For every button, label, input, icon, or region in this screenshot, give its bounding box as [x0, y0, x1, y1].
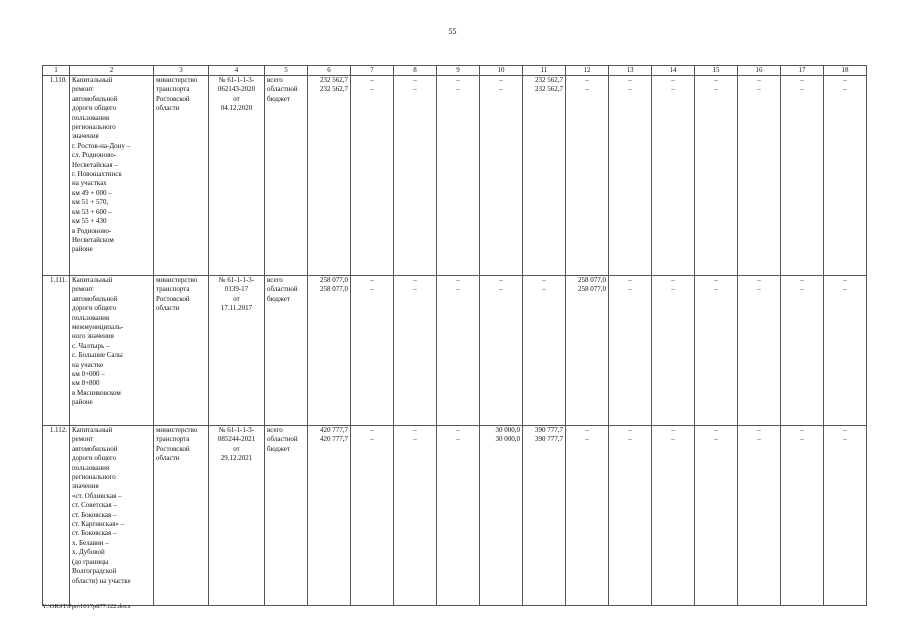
value-cell [480, 76, 523, 276]
value-cell [695, 276, 738, 426]
value-cell [351, 76, 394, 276]
file-path-footer: Y:\ORST\Ppo\1017p877.f22.docx [42, 603, 131, 610]
value: – [671, 85, 675, 94]
value-cell [824, 426, 867, 606]
value-cell [308, 426, 351, 606]
value: – [800, 435, 804, 444]
value: – [499, 276, 503, 284]
value-cell [394, 426, 437, 606]
value: – [757, 426, 761, 434]
object-name: Капитальный ремонт автомобильной дороги общего пользования межмуниципаль- ного значения с. Чалтырь – с. Большие Салы на участке км 0+000 – км 8+800 в Мясниковском районе [70, 276, 154, 426]
value: – [843, 85, 847, 94]
document-ref: № 61-1-1-3- 085244-2021 от 29.12.2021 [209, 426, 265, 606]
value: – [370, 76, 374, 84]
value: – [757, 85, 761, 94]
value: – [413, 426, 417, 434]
value: 258 077,0 [320, 276, 348, 284]
value: – [628, 76, 632, 84]
value-cell [738, 76, 781, 276]
value: – [843, 435, 847, 444]
column-header: 10 [480, 66, 523, 76]
row-number: 1.111. [43, 276, 70, 426]
value-cell [695, 76, 738, 276]
column-header: 7 [351, 66, 394, 76]
value: – [413, 435, 417, 444]
funding-source-label: всего [267, 76, 283, 84]
value: – [585, 435, 589, 444]
table-row [43, 426, 867, 606]
value: 390 777,7 [535, 435, 563, 444]
value-cell [609, 426, 652, 606]
funding-source [265, 276, 308, 426]
value-cell [351, 276, 394, 426]
table-row [43, 276, 867, 426]
value-cell [738, 426, 781, 606]
value: – [628, 285, 632, 294]
value: – [800, 85, 804, 94]
value: – [714, 276, 718, 284]
value: – [542, 285, 546, 294]
value-cell [308, 276, 351, 426]
value-cell [480, 426, 523, 606]
value-cell [523, 76, 566, 276]
value: – [542, 276, 546, 284]
value-cell [394, 76, 437, 276]
row-number: 1.112. [43, 426, 70, 606]
value: – [843, 426, 847, 434]
column-header: 14 [652, 66, 695, 76]
value: – [413, 76, 417, 84]
value: – [800, 285, 804, 294]
value: – [499, 85, 503, 94]
value: – [456, 276, 460, 284]
value-cell [781, 76, 824, 276]
funding-source-label: областной бюджет [267, 285, 298, 303]
column-header: 17 [781, 66, 824, 76]
value: – [370, 435, 374, 444]
column-header: 9 [437, 66, 480, 76]
column-header: 4 [209, 66, 265, 76]
document-ref: № 61-1-1-3- 062143-2020 от 04.12.2020 [209, 76, 265, 276]
value: – [757, 276, 761, 284]
value: – [714, 76, 718, 84]
value-cell [652, 276, 695, 426]
value-cell [437, 426, 480, 606]
funding-source [265, 426, 308, 606]
value: – [499, 76, 503, 84]
value: 258 077,0 [320, 285, 348, 294]
page-number: 55 [448, 27, 457, 36]
value: – [456, 426, 460, 434]
column-header: 5 [265, 66, 308, 76]
value: – [714, 426, 718, 434]
table-row [43, 76, 867, 276]
value: – [585, 76, 589, 84]
value: – [843, 276, 847, 284]
value: – [671, 76, 675, 84]
value: – [757, 435, 761, 444]
column-header: 3 [154, 66, 209, 76]
value: – [714, 435, 718, 444]
value-cell [437, 276, 480, 426]
value-cell [781, 276, 824, 426]
column-header: 11 [523, 66, 566, 76]
value: – [843, 76, 847, 84]
value: – [413, 85, 417, 94]
value: – [413, 285, 417, 294]
value: – [800, 276, 804, 284]
funding-source-label: всего [267, 276, 283, 284]
funding-source-label: областной бюджет [267, 435, 298, 453]
value-cell [523, 426, 566, 606]
value-cell [480, 276, 523, 426]
value: 232 562,7 [320, 76, 348, 84]
value: – [671, 426, 675, 434]
value-cell [609, 276, 652, 426]
value: – [370, 85, 374, 94]
value: – [456, 76, 460, 84]
column-header: 13 [609, 66, 652, 76]
value: – [456, 85, 460, 94]
value: – [370, 426, 374, 434]
column-header: 16 [738, 66, 781, 76]
value: – [585, 426, 589, 434]
program-table [42, 65, 867, 606]
column-header: 12 [566, 66, 609, 76]
value: – [585, 85, 589, 94]
column-header: 15 [695, 66, 738, 76]
value: 232 562,7 [535, 85, 563, 94]
value: – [370, 276, 374, 284]
executor: министерство транспорта Ростовской области [154, 426, 209, 606]
value: – [714, 285, 718, 294]
value-cell [738, 276, 781, 426]
value: – [370, 285, 374, 294]
column-header: 6 [308, 66, 351, 76]
column-number-row [43, 66, 867, 76]
executor: министерство транспорта Ростовской области [154, 276, 209, 426]
executor: министерство транспорта Ростовской области [154, 76, 209, 276]
value: – [757, 285, 761, 294]
value: 30 000,0 [495, 435, 520, 444]
value-cell [566, 426, 609, 606]
column-header: 8 [394, 66, 437, 76]
value: – [628, 276, 632, 284]
value: 420 777,7 [320, 426, 348, 434]
value: – [628, 426, 632, 434]
value: 232 562,7 [535, 76, 563, 84]
funding-source-label: областной бюджет [267, 85, 298, 103]
funding-source [265, 76, 308, 276]
value: – [456, 435, 460, 444]
value: – [714, 85, 718, 94]
value: 30 000,0 [495, 426, 520, 434]
funding-source-label: всего [267, 426, 283, 434]
value-cell [308, 76, 351, 276]
value: – [628, 85, 632, 94]
value-cell [824, 276, 867, 426]
value: 258 077,0 [578, 276, 606, 284]
column-header: 18 [824, 66, 867, 76]
object-name: Капитальный ремонт автомобильной дороги общего пользования регионального значения г. Ростов-на-Дону – сл. Родионово- Несветайская – г. Новошахтинск на участках км 49 + 000 – км 51 + 570, км 53 + 600 – км 55 + 430 в Родионово- Несветайском районе [70, 76, 154, 276]
row-number: 1.110. [43, 76, 70, 276]
value-cell [523, 276, 566, 426]
value: – [671, 285, 675, 294]
value: 420 777,7 [320, 435, 348, 444]
column-header: 2 [70, 66, 154, 76]
value-cell [351, 426, 394, 606]
value: – [499, 285, 503, 294]
value-cell [652, 76, 695, 276]
value: – [413, 276, 417, 284]
value: – [671, 276, 675, 284]
value: 390 777,7 [535, 426, 563, 434]
value: – [456, 285, 460, 294]
value-cell [566, 276, 609, 426]
value-cell [824, 76, 867, 276]
object-name: Капитальный ремонт автомобильной дороги общего пользования регионального значения «ст. Обливская – ст. Советская – ст. Боковская – ст. Каргинская» – ст. Боковская – х. Белавин – х. Дубовой (до границы Волгоградской области) на участке [70, 426, 154, 606]
value: – [757, 76, 761, 84]
value: – [628, 435, 632, 444]
value-cell [437, 76, 480, 276]
value-cell [566, 76, 609, 276]
value: – [671, 435, 675, 444]
value-cell [695, 426, 738, 606]
value: – [843, 285, 847, 294]
value-cell [394, 276, 437, 426]
document-ref: № 61-1-1-3- 0139-17 от 17.11.2017 [209, 276, 265, 426]
value: – [800, 426, 804, 434]
value: 232 562,7 [320, 85, 348, 94]
value: – [800, 76, 804, 84]
column-header: 1 [43, 66, 70, 76]
value-cell [609, 76, 652, 276]
value: 258 077,0 [578, 285, 606, 294]
value-cell [781, 426, 824, 606]
value-cell [652, 426, 695, 606]
